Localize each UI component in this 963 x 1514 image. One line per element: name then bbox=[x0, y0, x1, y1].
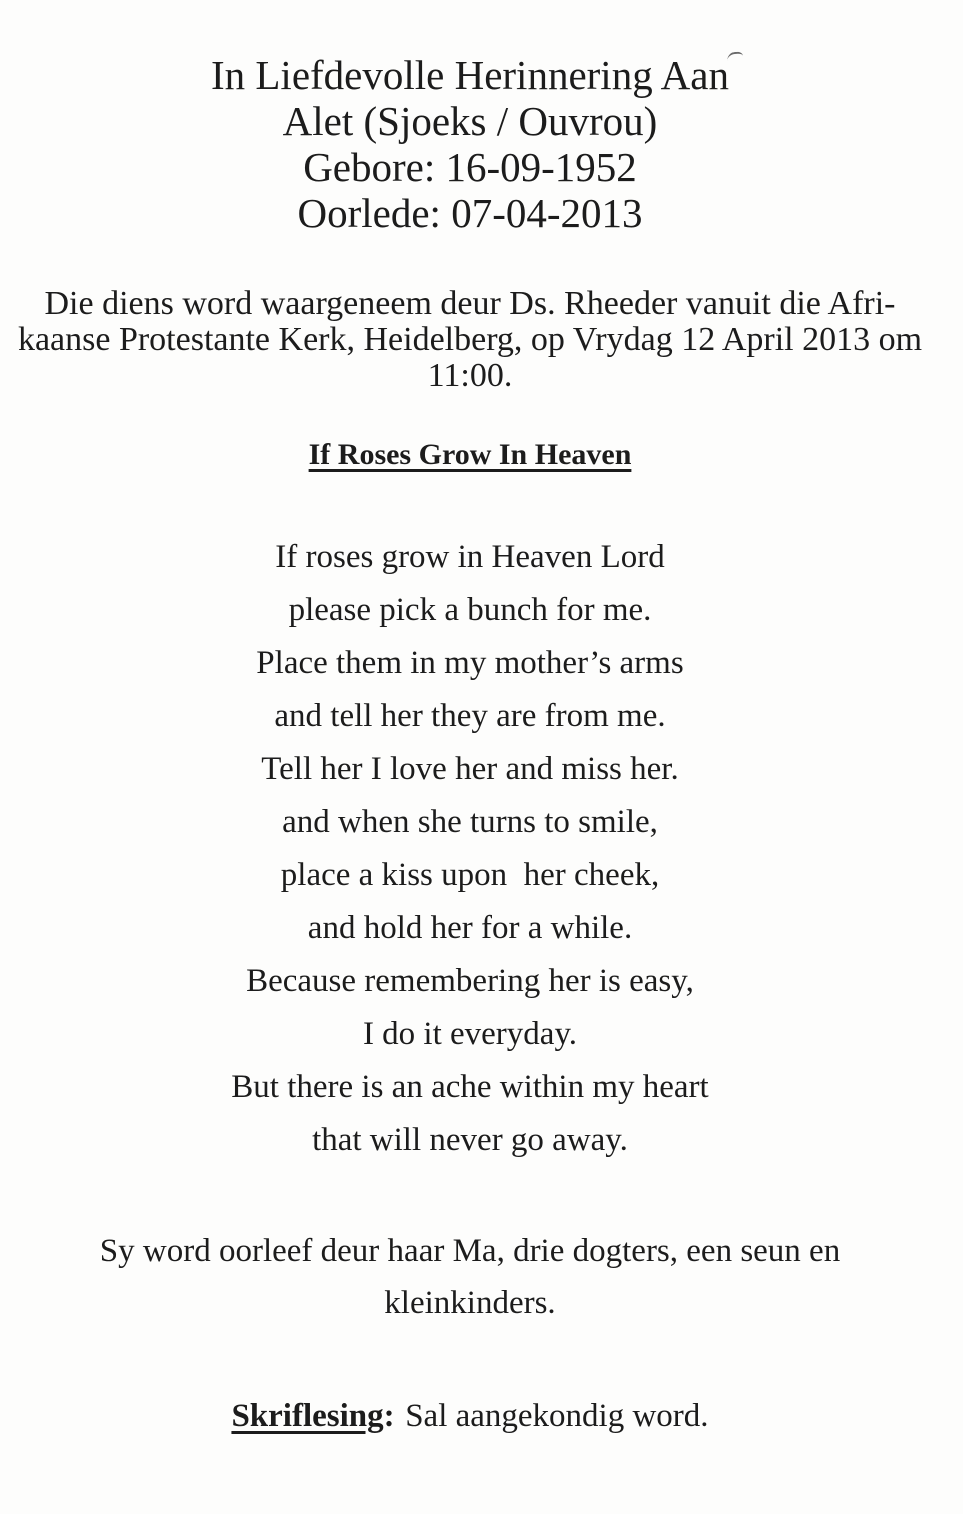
poem-line: I do it everyday. bbox=[362, 1016, 578, 1052]
poem-line: place a kiss upon her cheek, bbox=[280, 857, 660, 893]
scripture-label: Skriflesing: bbox=[231, 1398, 395, 1434]
service-notice-line: 11:00. bbox=[427, 357, 513, 394]
poem-line: If roses grow in Heaven Lord bbox=[275, 539, 665, 575]
poem-line: Tell her I love her and miss her. bbox=[261, 751, 679, 787]
poem-line: and hold her for a while. bbox=[307, 910, 633, 946]
memorial-header bbox=[0, 52, 940, 236]
service-notice bbox=[0, 286, 940, 394]
scripture-text: Sal aangekondig word. bbox=[405, 1398, 709, 1434]
poem-title: If Roses Grow In Heaven bbox=[308, 438, 632, 471]
poem-line: Because remembering her is easy, bbox=[246, 963, 694, 999]
survivors-notice bbox=[0, 1225, 940, 1329]
poem-line: Place them in my mother’s arms bbox=[256, 645, 684, 681]
header-line-name: Alet (Sjoeks / Ouvrou) bbox=[282, 98, 658, 144]
poem-line: But there is an ache within my heart bbox=[231, 1069, 709, 1105]
survivors-line: Sy word oorleef deur haar Ma, drie dogters, een seun en bbox=[99, 1233, 841, 1269]
poem-line: that will never go away. bbox=[312, 1122, 628, 1158]
poem bbox=[0, 531, 940, 1167]
poem-line: and when she turns to smile, bbox=[282, 804, 658, 840]
service-notice-line: kaanse Protestante Kerk, Heidelberg, op Vrydag 12 April 2013 om bbox=[17, 321, 923, 358]
service-notice-line: Die diens word waargeneem deur Ds. Rheeder vanuit die Afri- bbox=[44, 285, 896, 322]
survivors-line: kleinkinders. bbox=[384, 1285, 556, 1321]
header-line-in-memory: In Liefdevolle Herinnering Aan bbox=[210, 52, 729, 98]
header-line-died: Oorlede: 07-04-2013 bbox=[297, 190, 643, 236]
scripture-colon: : bbox=[383, 1398, 395, 1434]
header-line-born: Gebore: 16-09-1952 bbox=[303, 144, 637, 190]
poem-line: please pick a bunch for me. bbox=[288, 592, 652, 628]
poem-line: and tell her they are from me. bbox=[274, 698, 666, 734]
scripture-reading-line bbox=[0, 1395, 940, 1437]
